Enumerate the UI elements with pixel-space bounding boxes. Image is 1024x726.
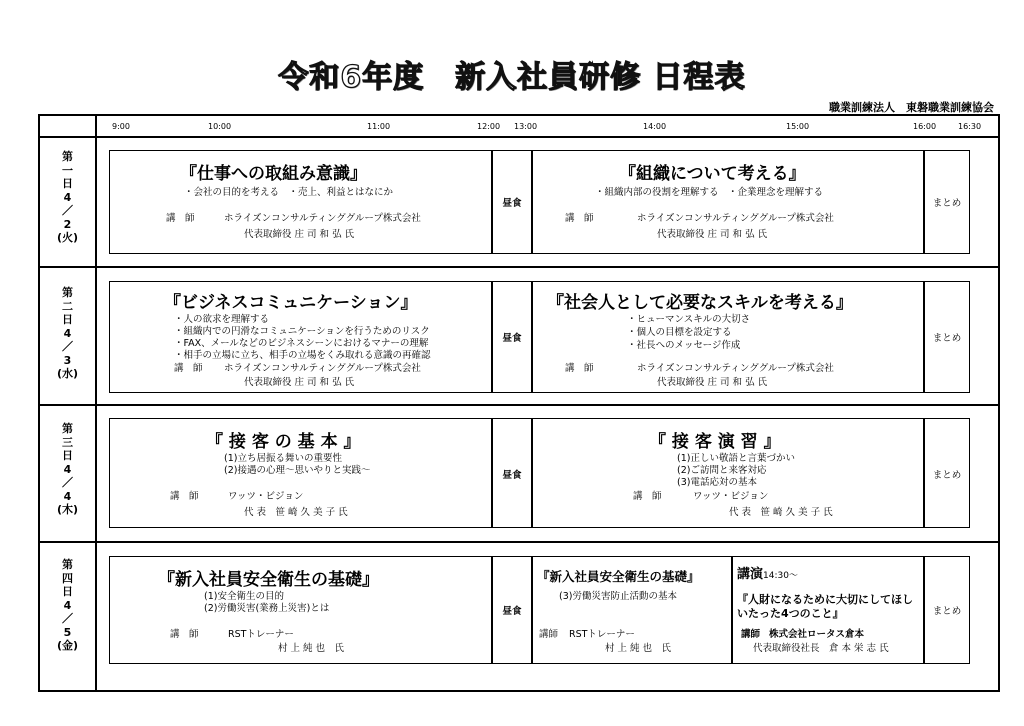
day-divider bbox=[40, 541, 998, 543]
session-point: (3)労働災害防止活動の基本 bbox=[559, 591, 677, 602]
session-point: (2)ご訪問と来客対応 bbox=[677, 465, 767, 476]
day-2-label: 第 二 日 4 ／ 3 (水) bbox=[56, 286, 79, 380]
session-title: 『社会人として必要なスキルを考える』 bbox=[547, 293, 853, 313]
lecture-heading: 講演14:30～ bbox=[737, 567, 798, 582]
lecturer-org: ワッツ・ビジョン bbox=[228, 491, 304, 502]
lecturer-name: 村 上 純 也 氏 bbox=[278, 643, 345, 654]
lecturer-name: 代 表 笹 崎 久 美 子 氏 bbox=[729, 507, 833, 518]
day-column-divider bbox=[95, 116, 97, 690]
lecturer-org: ホライズンコンサルティンググループ株式会社 bbox=[224, 213, 421, 224]
session-title: 『 接 客 の 基 本 』 bbox=[206, 432, 361, 452]
day-4-morning-session bbox=[109, 556, 492, 664]
lecturer-role: 講 師 bbox=[565, 213, 594, 224]
lecturer-role: 講 師 bbox=[174, 363, 203, 374]
session-point: (1)立ち居振る舞いの重要性 bbox=[224, 453, 342, 464]
day-divider bbox=[40, 266, 998, 268]
day-2-afternoon-session bbox=[532, 281, 924, 393]
day-divider bbox=[40, 404, 998, 406]
lecture-title: いたった4つのこと』 bbox=[737, 607, 844, 620]
session-point: ・社長へのメッセージ作成 bbox=[627, 340, 741, 351]
session-point: (2)労働災害(業務上災害)とは bbox=[204, 603, 330, 614]
lecture-title: 『人財になるために大切にしてほし bbox=[737, 593, 913, 606]
time-label: 11:00 bbox=[367, 122, 391, 131]
lecturer-role: 講師 bbox=[741, 629, 761, 640]
day-1-label: 第 一 日 4 ／ 2 (火) bbox=[56, 150, 79, 244]
session-point: (3)電話応対の基本 bbox=[677, 477, 757, 488]
lecturer-name: 代 表 笹 崎 久 美 子 氏 bbox=[244, 507, 348, 518]
day-3-morning-session bbox=[109, 418, 492, 528]
day-4-lunch: 昼食 bbox=[492, 556, 532, 664]
day-4-label: 第 四 日 4 ／ 5 (金) bbox=[56, 558, 79, 652]
time-label: 9:00 bbox=[112, 122, 130, 131]
lecturer-org: ホライズンコンサルティンググループ株式会社 bbox=[637, 213, 834, 224]
time-label: 13:00 bbox=[514, 122, 538, 131]
session-point: ・相手の立場に立ち、相手の立場をくみ取れる意識の再確認 bbox=[174, 350, 431, 361]
day-1-lunch: 昼食 bbox=[492, 150, 532, 254]
lecturer-name: 代表取締役 庄 司 和 弘 氏 bbox=[657, 377, 768, 388]
lecturer-name: 代表取締役社長 倉 本 栄 志 氏 bbox=[753, 643, 889, 654]
lecturer-name: 代表取締役 庄 司 和 弘 氏 bbox=[244, 229, 355, 240]
lecturer-name: 代表取締役 庄 司 和 弘 氏 bbox=[657, 229, 768, 240]
session-title: 『組織について考える』 bbox=[619, 164, 806, 184]
lecturer-org: RSTトレーナー bbox=[228, 629, 294, 640]
time-label: 15:00 bbox=[786, 122, 810, 131]
session-title: 『新入社員安全衛生の基礎』 bbox=[158, 570, 379, 590]
organization-name: 職業訓練法人 東磐職業訓練協会 bbox=[829, 101, 994, 114]
lecturer-org: ホライズンコンサルティンググループ株式会社 bbox=[637, 363, 834, 374]
session-title: 『仕事への取組み意識』 bbox=[180, 164, 367, 184]
day-3-lunch: 昼食 bbox=[492, 418, 532, 528]
lecturer-org: ワッツ・ビジョン bbox=[693, 491, 769, 502]
lecturer-org: 株式会社ロータス倉本 bbox=[769, 629, 865, 640]
session-title: 『新入社員安全衛生の基礎』 bbox=[537, 569, 700, 584]
session-title: 『 接 客 演 習 』 bbox=[649, 432, 781, 452]
lecturer-role: 講 師 bbox=[633, 491, 662, 502]
lecturer-role: 講 師 bbox=[166, 213, 195, 224]
lecturer-org: ホライズンコンサルティンググループ株式会社 bbox=[224, 363, 421, 374]
time-label: 16:30 bbox=[958, 122, 982, 131]
day-1-afternoon-session bbox=[532, 150, 924, 254]
session-point: ・ヒューマンスキルの大切さ bbox=[627, 314, 751, 325]
day-1-wrapup: まとめ bbox=[924, 150, 970, 254]
session-point: (1)正しい敬語と言葉づかい bbox=[677, 453, 795, 464]
lecture-time: 14:30～ bbox=[763, 571, 798, 581]
time-label: 12:00 bbox=[477, 122, 501, 131]
schedule-table bbox=[38, 114, 1000, 692]
time-label: 16:00 bbox=[913, 122, 937, 131]
lecturer-name: 村 上 純 也 氏 bbox=[605, 643, 672, 654]
session-point: ・個人の目標を設定する bbox=[627, 327, 732, 338]
day-2-morning-session bbox=[109, 281, 492, 393]
lecturer-org: RSTトレーナー bbox=[569, 629, 635, 640]
lecturer-role: 講師 bbox=[539, 629, 559, 640]
session-point: ・組織内での円滑なコミュニケーションを行うためのリスク bbox=[174, 326, 430, 337]
session-point: (1)安全衛生の目的 bbox=[204, 591, 284, 602]
day-3-label: 第 三 日 4 ／ 4 (木) bbox=[56, 422, 79, 516]
day-2-wrapup: まとめ bbox=[924, 281, 970, 393]
session-point: ・組織内部の役割を理解する ・企業理念を理解する bbox=[595, 187, 824, 198]
day-2-lunch: 昼食 bbox=[492, 281, 532, 393]
day-1-morning-session bbox=[109, 150, 492, 254]
session-point: ・人の欲求を理解する bbox=[174, 314, 270, 325]
day-4-lecture-session bbox=[732, 556, 924, 664]
day-4-wrapup: まとめ bbox=[924, 556, 970, 664]
session-title: 『ビジネスコミュニケーション』 bbox=[164, 293, 418, 313]
lecturer-role: 講 師 bbox=[170, 629, 199, 640]
session-point: ・FAX、メールなどのビジネスシーンにおけるマナーの理解 bbox=[174, 338, 429, 349]
session-point: ・会社の目的を考える ・売上、利益とはなにか bbox=[184, 187, 394, 198]
time-label: 10:00 bbox=[208, 122, 232, 131]
day-4-afternoon-session bbox=[532, 556, 732, 664]
lecturer-name: 代表取締役 庄 司 和 弘 氏 bbox=[244, 377, 355, 388]
timeline-header bbox=[40, 116, 998, 138]
session-point: (2)接遇の心理～思いやりと実践～ bbox=[224, 465, 371, 476]
lecturer-role: 講 師 bbox=[170, 491, 199, 502]
time-label: 14:00 bbox=[643, 122, 667, 131]
day-3-afternoon-session bbox=[532, 418, 924, 528]
day-3-wrapup: まとめ bbox=[924, 418, 970, 528]
document-title: 令和6年度 新入社員研修 日程表 bbox=[278, 60, 746, 95]
lecturer-role: 講 師 bbox=[565, 363, 594, 374]
